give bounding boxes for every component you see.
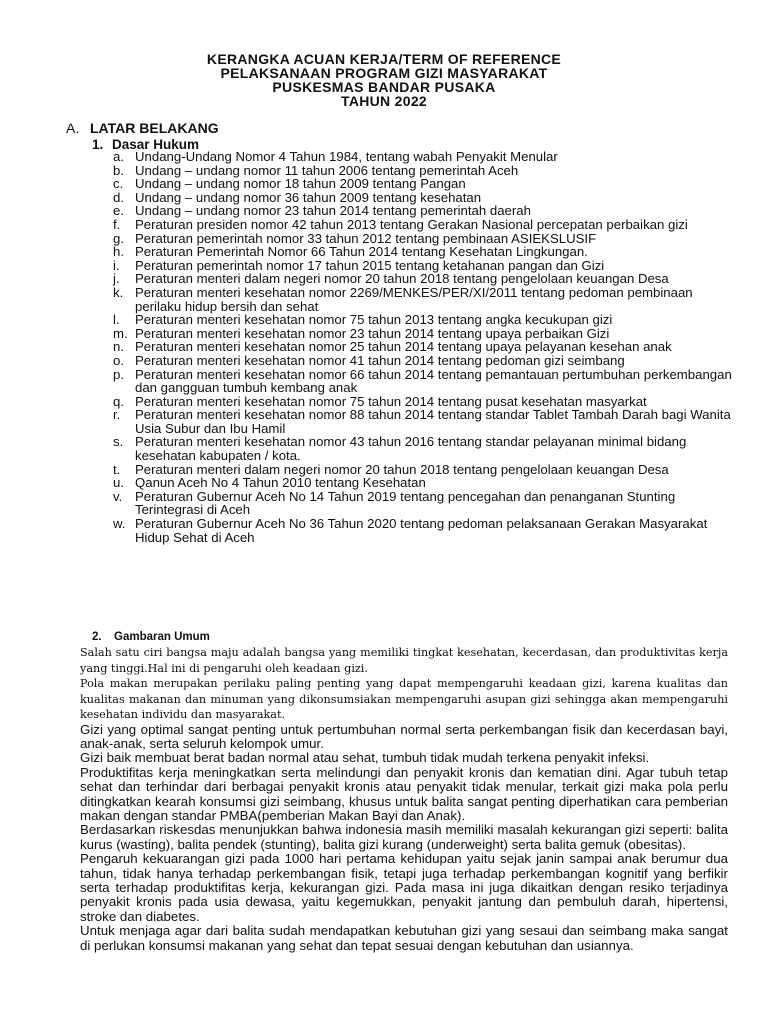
subsection-2-heading [92,631,210,644]
paragraph: Untuk menjaga agar dari balita sudah mendapatkan kebutuhan gizi yang sesaui dan seimbang maka sangat di perlukan konsumsi makanan yang sehat dan tepat sesuai dengan kebutuhan dan usiannya. [80,923,728,953]
list-marker: h. [113,244,124,260]
list-item [113,286,733,313]
list-item-text: Undang – undang nomor 18 tahun 2009 tentang Pangan [135,176,466,192]
list-item [113,395,733,409]
list-item-text: Peraturan menteri kesehatan nomor 75 tahun 2014 tentang pusat kesehatan masyarkat [135,393,647,409]
list-marker: a. [113,149,124,164]
list-item [113,259,733,273]
list-marker: s. [113,434,124,450]
list-marker: m. [113,325,128,341]
list-item [113,177,733,191]
list-item [113,150,733,164]
list-item-text: Peraturan Gubernur Aceh No 36 Tahun 2020 tentang pedoman pelaksanaan Gerakan Masyarakat Hidup Sehat di Aceh [135,516,708,545]
paragraph: Berdasarkan riskesdas menunjukkan bahwa indonesia masih memiliki masalah kekurangan gizi seperti: balita kurus (wasting), balita pendek (stunting), balita gizi kurang (underweight) serta balita gemuk (obesitas). [80,822,728,852]
list-marker: i. [113,257,120,273]
list-item [113,463,733,477]
list-marker: l. [113,312,120,328]
list-item-text: Peraturan menteri kesehatan nomor 25 tahun 2014 tentang upaya pelayanan kesehan anak [135,339,672,355]
list-item-text: Peraturan menteri dalam negeri nomor 20 tahun 2018 tentang pengelolaan keuangan Desa [135,461,669,477]
paragraph: Salah satu ciri bangsa maju adalah bangsa yang memiliki tingkat kesehatan, kecerdasan, dan produktivitas kerja yang tinggi.Hal ini di pengaruhi oleh keadaan gizi. [80,646,728,675]
list-marker: v. [113,488,123,504]
list-item-text: Undang – undang nomor 23 tahun 2014 tentang pemerintah daerah [135,203,531,219]
list-item [113,490,733,517]
list-item [113,476,733,490]
subsection-2-number: 2. [92,631,102,643]
list-item [113,408,733,435]
list-marker: r. [113,407,121,423]
list-item-text: Peraturan Gubernur Aceh No 14 Tahun 2019 tentang pencegahan dan penanganan Stunting Terintegrasi di Aceh [135,488,676,518]
paragraph: Pola makan merupakan perilaku paling penting yang dapat mempengaruhi keadaan gizi, karena kualitas dan kualitas makanan dan minuman yang dikonsumsiakan mempengaruhi asupan gizi sehingga akan mempengaruhi kesehatan individu dan masyarakat. [80,677,728,721]
list-item-text: Peraturan menteri kesehatan nomor 66 tahun 2014 tentang pemantauan pertumbuhan perkembangan dan gangguan tumbuh kembang anak [135,366,732,396]
list-item [113,517,733,544]
list-item [113,313,733,327]
list-marker: g. [113,230,124,246]
legal-basis-list [113,150,733,544]
doc-title-line-3: PUSKESMAS BANDAR PUSAKA [272,79,496,95]
list-item [113,191,733,205]
list-marker: u. [113,475,124,491]
list-item-text: Peraturan Pemerintah Nomor 66 Tahun 2014 tentang Kesehatan Lingkungan. [135,244,588,260]
list-item [113,340,733,354]
list-item [113,164,733,178]
subsection-1-number: 1. [92,137,104,152]
list-item [113,218,733,232]
list-item [113,435,733,462]
paragraph: Gizi yang optimal sangat penting untuk pertumbuhan normal serta perkembangan fisik dan kecerdasan bayi, anak-anak, serta seluruh kelompok umur. [80,721,728,751]
list-marker: b. [113,162,124,178]
list-marker: j. [113,271,120,287]
list-item-text: Peraturan menteri kesehatan nomor 41 tahun 2014 tentang pedoman gizi seimbang [135,352,625,368]
list-marker: k. [113,284,124,300]
list-item [113,272,733,286]
list-marker: q. [113,393,124,409]
list-marker: n. [113,339,124,355]
list-item-text: Peraturan menteri kesehatan nomor 2269/MENKES/PER/XI/2011 tentang pedoman pembinaan perilaku hidup bersih dan sehat [135,284,693,314]
list-item-text: Undang-Undang Nomor 4 Tahun 1984, tentang wabah Penyakit Menular [135,149,558,164]
doc-title-line-4: TAHUN 2022 [341,93,427,109]
list-item [113,204,733,218]
list-item [113,354,733,368]
doc-title-line-2: PELAKSANAAN PROGRAM GIZI MASYARAKAT [220,65,548,81]
paragraph: Produktifitas kerja meningkatkan serta melindungi dan penyakit kronis dan kematian dini. Agar tubuh tetap sehat dan terhindar dari berbagai penyakit kronis atau penyakit tidak menular, terkait gizi maka pola perlu ditingkatkan kearah konsumsi gizi seimbang, khusus untuk balita sangat penting diperhatikan cara pemberian makan dengan standar PMBA(pemberian Makan Bayi dan Anak). [80,764,728,823]
list-marker: t. [113,461,121,477]
list-item-text: Peraturan presiden nomor 42 tahun 2013 tentang Gerakan Nasional percepatan perbaikan gizi [135,216,688,232]
list-marker: c. [113,176,124,192]
subsection-1-title: Dasar Hukum [112,137,200,152]
list-item-text: Peraturan menteri kesehatan nomor 23 tahun 2014 tentang upaya perbaikan Gizi [135,325,610,341]
list-item-text: Peraturan menteri kesehatan nomor 88 tahun 2014 tentang standar Tablet Tambah Darah bagi Wanita Usia Subur dan Ibu Hamil [135,407,731,436]
paragraph: Pengaruh kekuarangan gizi pada 1000 hari pertama kehidupan yaitu sejak janin sampai anak berumur dua tahun, tidak hanya terhadap perkembangan fisik, tetapi juga terhadap perkembangan kognitif yang berfikir serta terhadap produktifitas kerja, kekurangan gizi. Pada masa ini juga dikaitkan dengan resiko terjadinya penyakit kronis pada usia dewasa, yaitu kegemukkan, penyakit jantung dan pembuluh darah, hipertensi, stroke dan diabetes. [80,851,728,924]
list-item-text: Qanun Aceh No 4 Tahun 2010 tentang Kesehatan [135,475,426,491]
list-marker: w. [113,516,126,532]
section-a-letter: A. [66,120,80,136]
list-item [113,232,733,246]
list-marker: e. [113,203,124,219]
paragraph: Gizi baik membuat berat badan normal atau sehat, tumbuh tidak mudah terkena penyakit infeksi. [80,750,650,766]
section-a-heading [66,120,219,136]
overview-body [80,645,728,953]
list-item-text: Undang – undang nomor 11 tahun 2006 tentang pemerintah Aceh [135,162,519,178]
subsection-2-title: Gambaran Umum [114,631,210,643]
list-marker: p. [113,366,124,382]
list-item [113,245,733,259]
list-item-text: Peraturan pemerintah nomor 33 tahun 2012 tentang pembinaan ASIEKSLUSIF [135,230,597,246]
list-marker: d. [113,189,124,205]
list-item-text: Undang – undang nomor 36 tahun 2009 tentang kesehatan [135,189,482,205]
section-a-title: LATAR BELAKANG [90,120,219,136]
list-item [113,368,733,395]
list-marker: f. [113,216,121,232]
list-item-text: Peraturan menteri kesehatan nomor 43 tahun 2016 tentang standar pelayanan minimal bidang kesehatan kabupaten / kota. [135,434,687,464]
doc-title-line-1: KERANGKA ACUAN KERJA/TERM OF REFERENCE [206,51,562,67]
list-item [113,327,733,341]
list-item-text: Peraturan pemerintah nomor 17 tahun 2015 tentang ketahanan pangan dan Gizi [135,257,605,273]
list-item-text: Peraturan menteri kesehatan nomor 75 tahun 2013 tentang angka kecukupan gizi [135,312,613,328]
list-marker: o. [113,352,124,368]
list-item-text: Peraturan menteri dalam negeri nomor 20 tahun 2018 tentang pengelolaan keuangan Desa [135,271,669,287]
